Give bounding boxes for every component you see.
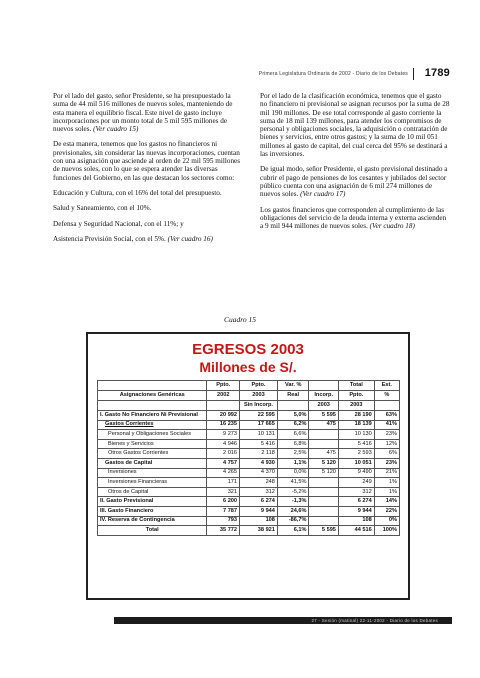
row-label: Bienes y Servicios <box>98 439 207 449</box>
table-cell: 108 <box>338 516 374 526</box>
table-cell <box>309 430 338 440</box>
table-cell: 2,5% <box>277 449 309 459</box>
table-row <box>98 478 400 488</box>
table-cell: 38 921 <box>240 526 278 536</box>
table-cell: 1% <box>374 478 399 488</box>
row-label: Otros Gastos Corrientes <box>98 449 207 459</box>
table-cell: 7 787 <box>207 506 240 516</box>
table-row <box>98 506 400 516</box>
table-cell: 0% <box>374 516 399 526</box>
table-cell: 1,1% <box>277 458 309 468</box>
table-cell: 5,0% <box>277 411 309 421</box>
table-row <box>98 411 400 421</box>
table-cell: 6,8% <box>277 439 309 449</box>
table-cell <box>309 439 338 449</box>
table-cell: 9 273 <box>207 430 240 440</box>
header-cell <box>277 401 309 411</box>
header-cell: 2003 <box>338 401 374 411</box>
table-row <box>98 516 400 526</box>
header-cell: Incorp. <box>309 391 338 401</box>
table-cell: 41,5% <box>277 478 309 488</box>
table-row <box>98 430 400 440</box>
header-cell: Asignaciones Genéricas <box>98 391 207 401</box>
header-cell <box>98 381 207 391</box>
header-cell: 2002 <box>207 391 240 401</box>
table-cell: 5 120 <box>309 458 338 468</box>
table-cell: 4 265 <box>207 468 240 478</box>
table-cell: -1,3% <box>277 497 309 507</box>
table-cell: 475 <box>309 420 338 430</box>
table-cell: 10 130 <box>338 430 374 440</box>
table-cell: 6% <box>374 449 399 459</box>
table-cell: 41% <box>374 420 399 430</box>
paragraph: Educación y Cultura, con el 16% del total del presupuesto. <box>53 188 222 197</box>
table-cell: 10 051 <box>338 458 374 468</box>
table-row <box>98 439 400 449</box>
header-cell: 2003 <box>240 391 278 401</box>
row-label: I. Gasto No Financiero Ni Previsional <box>98 411 207 421</box>
table-cell: 63% <box>374 411 399 421</box>
table-cell: 5 595 <box>309 411 338 421</box>
table-row <box>98 449 400 459</box>
table-row <box>98 468 400 478</box>
table-cell <box>309 516 338 526</box>
table-cell: 12% <box>374 439 399 449</box>
left-column <box>53 92 243 250</box>
table-header-row <box>98 391 400 401</box>
table-cell: 6,6% <box>277 430 309 440</box>
table-header-row <box>98 401 400 411</box>
table-cell: 10 131 <box>240 430 278 440</box>
footer-text: 27 - Sesión (matinal) 22-11-2002 - Diario de los Debates <box>311 618 438 623</box>
table-cell: 6,1% <box>277 526 309 536</box>
table-cell <box>309 506 338 516</box>
header-cell: Sin Incorp. <box>240 401 278 411</box>
table-cell <box>309 497 338 507</box>
table-cell: 321 <box>207 487 240 497</box>
table-cell: 6 274 <box>240 497 278 507</box>
table-cell: 9 944 <box>338 506 374 516</box>
table-cell: 9 944 <box>240 506 278 516</box>
paragraph: De igual modo, señor Presidente, el gasto previsional destinado a cubrir el pago de pensiones de los cesantes y jubilados del sector público cuenta con una asignación de 6 mil 274 millones de nuevos soles. (Ver cuadro 17) <box>260 165 448 199</box>
table-row <box>98 497 400 507</box>
header-cell: % <box>374 391 399 401</box>
figure-title: EGRESOS 2003 <box>192 341 304 358</box>
table-cell: 5 416 <box>338 439 374 449</box>
table-cell: 1% <box>374 487 399 497</box>
table-cell: 35 772 <box>207 526 240 536</box>
table-cell: 28 190 <box>338 411 374 421</box>
table-cell: 6 200 <box>207 497 240 507</box>
table-cell: 5 120 <box>309 468 338 478</box>
header-cell <box>98 401 207 411</box>
table-cell: 2 593 <box>338 449 374 459</box>
row-label: Personal y Obligaciones Sociales <box>98 430 207 440</box>
table-cell: 6 274 <box>338 497 374 507</box>
figure-subtitle: Millones de S/. <box>199 359 297 375</box>
table-cell: -5,2% <box>277 487 309 497</box>
table-row <box>98 526 400 536</box>
table-row <box>98 458 400 468</box>
paragraph: Salud y Saneamiento, con el 10%. <box>53 204 152 213</box>
table-header-row <box>98 381 400 391</box>
table-cell: 23% <box>374 458 399 468</box>
header-separator <box>413 68 414 80</box>
row-label: III. Gasto Financiero <box>98 506 207 516</box>
row-label: Gastos de Capital <box>98 458 207 468</box>
header-cell: Ppto. <box>240 381 278 391</box>
table-cell: 24,6% <box>277 506 309 516</box>
header-cell: Est. <box>374 381 399 391</box>
header-cell: Total <box>338 381 374 391</box>
row-label: Inversiones Financieras <box>98 478 207 488</box>
table-cell: 248 <box>240 478 278 488</box>
table-row <box>98 487 400 497</box>
table-cell: 2 118 <box>240 449 278 459</box>
row-label: Gastos Corrientes <box>98 420 207 430</box>
table-cell: 5 416 <box>240 439 278 449</box>
table-cell: 21% <box>374 468 399 478</box>
row-label: IV. Reserva de Contingencia <box>98 516 207 526</box>
table-cell: -86,7% <box>277 516 309 526</box>
row-label: Inversiones <box>98 468 207 478</box>
table-cell <box>309 487 338 497</box>
row-label: II. Gasto Previsional <box>98 497 207 507</box>
table-cell <box>309 478 338 488</box>
header-cell <box>374 401 399 411</box>
header-cell <box>309 381 338 391</box>
paragraph: Los gastos financieros que corresponden al cumplimiento de las obligaciones del servicio de la deuda interna y externa ascienden a 9 mil 944 millones de nuevos soles. (Ver cuadro 18) <box>260 205 447 231</box>
paragraph: Asistencia Previsión Social, con el 5%. (Ver cuadro 16) <box>53 234 213 243</box>
table-cell: 4 370 <box>240 468 278 478</box>
paragraph: Por el lado de la clasificación económica, tenemos que el gasto no financiero ni previsional se asignan recursos por la suma de 28 mil 190 millones. De ese total corresponde al gasto corriente la suma de 18 mil 139 millones, para atender los compromisos de personal y obligaciones sociales, la adquisición o contratación de bienes y servicios, entre otros gastos; y la suma de 10 mil 051 millones al gasto de capital, del cual cerca del 95% se destinará a las inversiones. <box>260 92 450 159</box>
table-cell: 312 <box>240 487 278 497</box>
running-header <box>258 67 450 80</box>
table-cell: 475 <box>309 449 338 459</box>
header-cell: Ppto. <box>207 381 240 391</box>
budget-figure <box>86 332 410 600</box>
table-cell: 16 235 <box>207 420 240 430</box>
paragraph: Por el lado del gasto, señor Presidente, se ha presupuestado la suma de 44 mil 516 millones de nuevos soles, manteniendo de esta manera el equilibrio fiscal. Este nivel de gasto incluye incorporaciones por un monto total de 5 mil 595 millones de nuevos soles. (Ver cuadro 15) <box>53 92 233 134</box>
table-cell: 171 <box>207 478 240 488</box>
footer-bar <box>114 617 452 624</box>
table-row <box>98 420 400 430</box>
row-label: Total <box>98 526 207 536</box>
page-number: 1789 <box>424 67 450 79</box>
table-cell: 108 <box>240 516 278 526</box>
table-cell: 2 016 <box>207 449 240 459</box>
table-cell: 0,0% <box>277 468 309 478</box>
table-cell: 4 946 <box>207 439 240 449</box>
table-cell: 5 595 <box>309 526 338 536</box>
header-cell <box>207 401 240 411</box>
figure-caption: Cuadro 15 <box>223 315 257 324</box>
budget-table <box>97 380 400 536</box>
table-cell: 793 <box>207 516 240 526</box>
table-cell: 14% <box>374 497 399 507</box>
table-cell: 6,2% <box>277 420 309 430</box>
table-cell: 249 <box>338 478 374 488</box>
table-cell: 4 930 <box>240 458 278 468</box>
table-cell: 312 <box>338 487 374 497</box>
header-cell: Real <box>277 391 309 401</box>
table-cell: 4 757 <box>207 458 240 468</box>
header-cell: Var. % <box>277 381 309 391</box>
paragraph: De esta manera, tenemos que los gastos no financieros ni previsionales, sin considerar las nuevas incorporaciones, cuentan con una asignación que asciende al orden de 22 mil 595 millones de nuevos soles, con lo que se espera atender las diversas funciones del Gobierno, en las que destacan los sectores como: <box>53 140 241 182</box>
header-cell: 2003 <box>309 401 338 411</box>
table-cell: 22 595 <box>240 411 278 421</box>
table-cell: 22% <box>374 506 399 516</box>
right-column <box>260 92 450 237</box>
table-cell: 100% <box>374 526 399 536</box>
table-cell: 20 992 <box>207 411 240 421</box>
table-cell: 17 665 <box>240 420 278 430</box>
table-cell: 44 516 <box>338 526 374 536</box>
table-cell: 18 139 <box>338 420 374 430</box>
row-label: Otros de Capital <box>98 487 207 497</box>
header-cell: Ppto. <box>338 391 374 401</box>
paragraph: Defensa y Seguridad Nacional, con el 11%; y <box>53 219 184 228</box>
table-cell: 23% <box>374 430 399 440</box>
running-title: Primera Legislatura Ordinaria de 2002 - Diario de los Debates <box>258 71 408 77</box>
table-cell: 9 490 <box>338 468 374 478</box>
